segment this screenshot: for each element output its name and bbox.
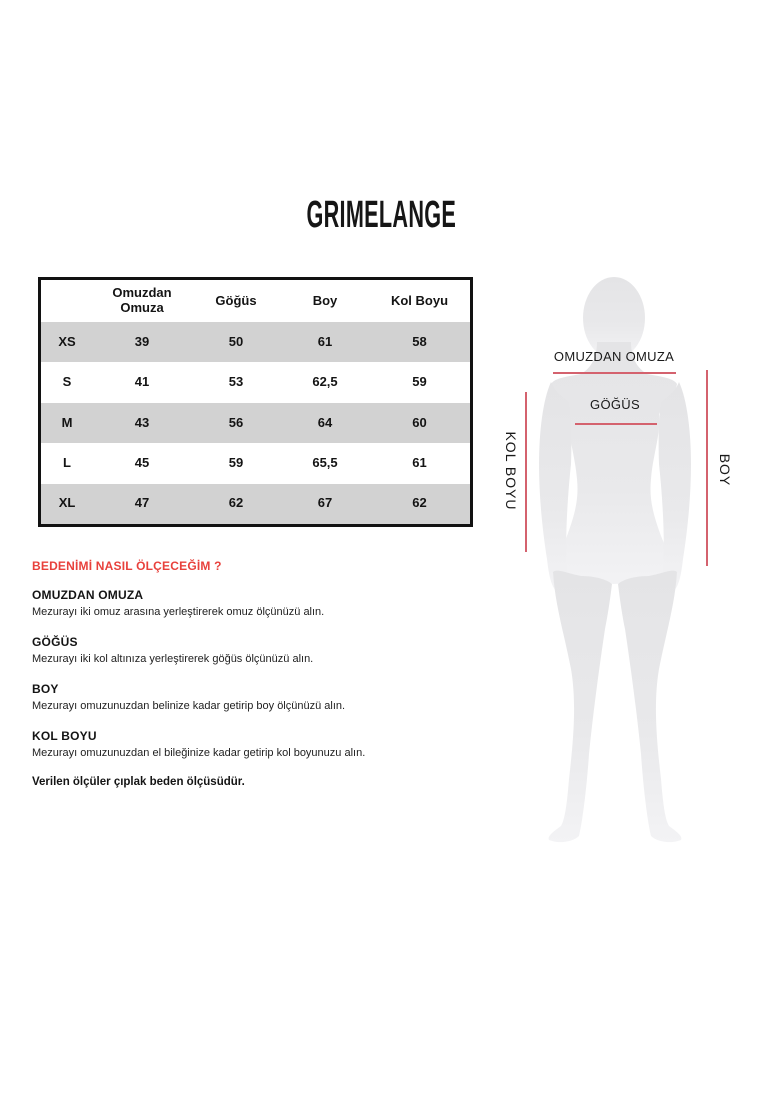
- value-cell: 43: [134, 414, 150, 430]
- value-cell: 61: [412, 454, 427, 470]
- value-cell: 65,5: [312, 454, 338, 470]
- table-header-row: [41, 280, 470, 322]
- guide-section-text-length: Mezurayı omuzunuzdan belinize kadar getirip boy ölçünüzü alın.: [32, 700, 346, 712]
- value-cell: 62: [228, 495, 244, 511]
- brand-logo-text: GRIMELANGE: [306, 194, 456, 236]
- table-row: [41, 484, 470, 524]
- guide-section-text-chest: Mezurayı iki kol altınıza yerleştirerek göğüs ölçünüzü alın.: [32, 653, 314, 665]
- value-cell: 59: [412, 374, 427, 390]
- body-length-measure-line: [706, 370, 708, 566]
- figure-body-length-label: BOY: [717, 453, 733, 487]
- value-cell: 58: [412, 333, 427, 349]
- value-cell: 60: [412, 414, 427, 430]
- header-cell-size: [41, 280, 93, 322]
- size-label: L: [63, 454, 71, 470]
- value-cell: 41: [134, 374, 150, 390]
- value-cell: 61: [317, 333, 333, 349]
- header-cell-length: Boy: [312, 292, 338, 308]
- size-label: S: [62, 374, 72, 390]
- table-row: [41, 362, 470, 402]
- shoulder-measure-line: [553, 372, 676, 374]
- value-cell: 45: [134, 454, 150, 470]
- header-cell-arm: Kol Boyu: [390, 292, 449, 308]
- header-cell-chest: Göğüs: [215, 292, 257, 308]
- table-row: [41, 403, 470, 443]
- chest-measure-line: [575, 423, 657, 425]
- size-label: M: [61, 414, 73, 430]
- value-cell: 56: [228, 414, 244, 430]
- figure-shoulder-label: OMUZDAN OMUZA: [553, 349, 675, 364]
- value-cell: 64: [317, 414, 333, 430]
- header-cell-shoulder: Omuzdan Omuza: [112, 285, 172, 315]
- guide-section-title-length: BOY: [32, 682, 59, 696]
- arm-length-measure-line: [525, 392, 527, 552]
- value-cell: 39: [134, 333, 150, 349]
- value-cell: 50: [228, 333, 244, 349]
- size-label: XL: [58, 495, 76, 511]
- measurement-guide: [32, 559, 472, 788]
- guide-section-title-shoulder: OMUZDAN OMUZA: [32, 588, 144, 602]
- size-label: XS: [58, 333, 76, 349]
- value-cell: 47: [134, 495, 150, 511]
- value-cell: 67: [317, 495, 333, 511]
- table-row: [41, 443, 470, 483]
- guide-note: Verilen ölçüler çıplak beden ölçüsüdür.: [32, 776, 245, 788]
- guide-section-text-arm: Mezurayı omuzunuzdan el bileğinize kadar getirip kol boyunuzu alın.: [32, 747, 366, 759]
- silhouette-right-leg: [618, 571, 681, 842]
- brand-header: [0, 194, 762, 237]
- silhouette-left-leg: [549, 571, 612, 842]
- value-cell: 53: [228, 374, 244, 390]
- guide-section-title-chest: GÖĞÜS: [32, 635, 78, 649]
- guide-section-title-arm: KOL BOYU: [32, 729, 97, 743]
- figure-chest-label: GÖĞÜS: [590, 397, 640, 412]
- guide-section-text-shoulder: Mezurayı iki omuz arasına yerleştirerek omuz ölçünüzü alın.: [32, 606, 325, 618]
- table-row: [41, 322, 470, 362]
- value-cell: 62,5: [312, 374, 338, 390]
- figure-arm-length-label: KOL BOYU: [503, 431, 519, 511]
- size-table: [38, 277, 473, 527]
- guide-heading: BEDENİMİ NASIL ÖLÇECEĞİM ?: [32, 559, 222, 573]
- value-cell: 59: [228, 454, 244, 470]
- value-cell: 62: [412, 495, 427, 511]
